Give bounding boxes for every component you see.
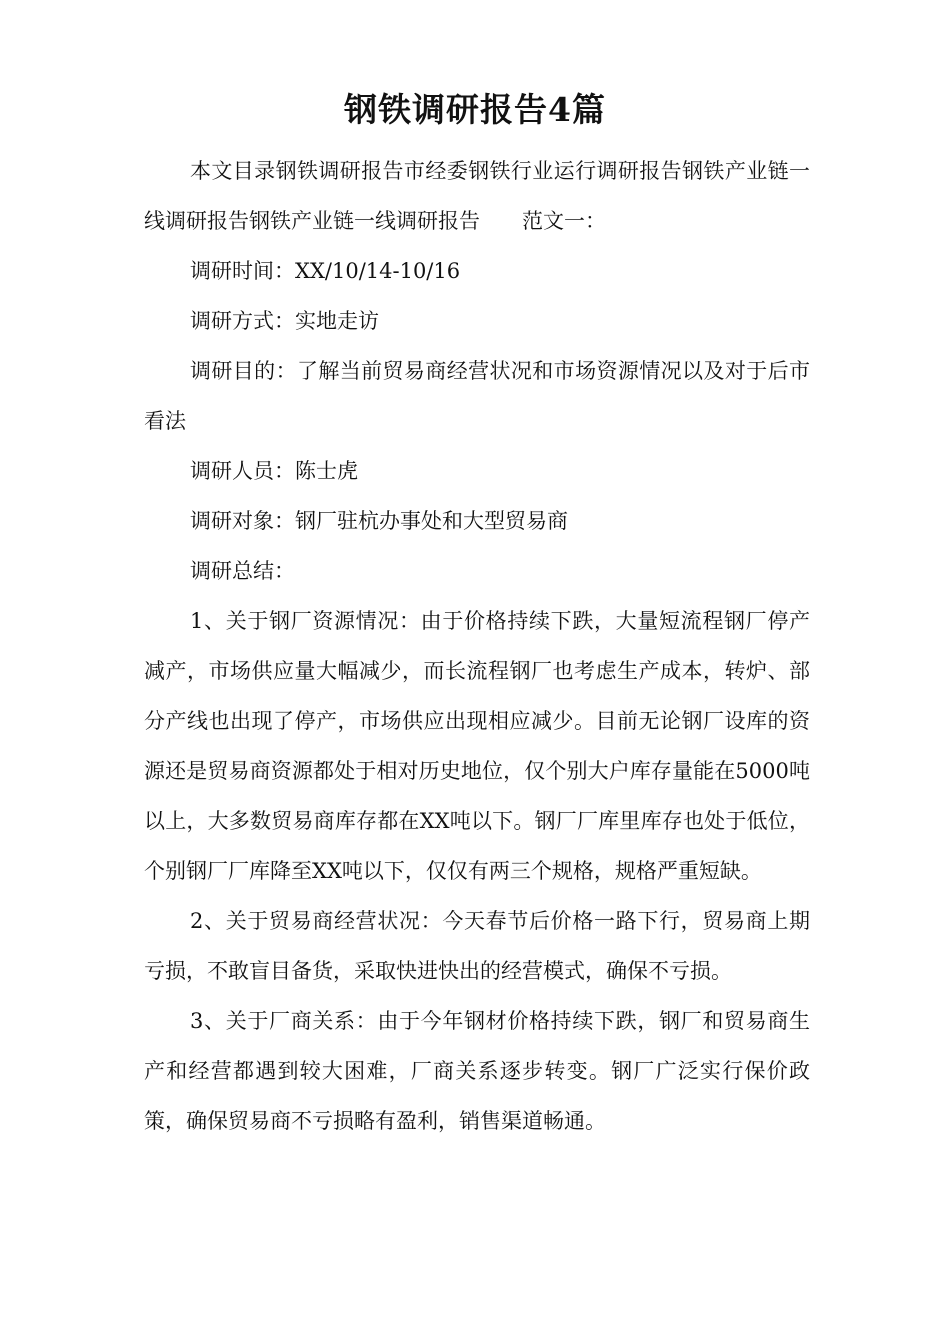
document-body	[144, 146, 810, 1146]
paragraph-intro: 本文目录钢铁调研报告市经委钢铁行业运行调研报告钢铁产业链一线调研报告钢铁产业链一线调研报告 范文一：	[144, 159, 810, 233]
paragraph-research-purpose: 调研目的：了解当前贸易商经营状况和市场资源情况以及对于后市看法	[144, 359, 810, 433]
paragraph-research-target: 调研对象：钢厂驻杭办事处和大型贸易商	[190, 509, 568, 533]
paragraph-researcher: 调研人员：陈士虎	[190, 459, 358, 483]
paragraph-summary-item-1: 1、关于钢厂资源情况：由于价格持续下跌，大量短流程钢厂停产减产，市场供应量大幅减少，而长流程钢厂也考虑生产成本，转炉、部分产线也出现了停产，市场供应出现相应减少。目前无论钢厂设库的资源还是贸易商资源都处于相对历史地位，仅个别大户库存量能在5000吨以上，大多数贸易商库存都在XX吨以下。钢厂厂库里库存也处于低位，个别钢厂厂库降至XX吨以下，仅仅有两三个规格，规格严重短缺。	[144, 609, 810, 883]
paragraph-summary-item-3: 3、关于厂商关系：由于今年钢材价格持续下跌，钢厂和贸易商生产和经营都遇到较大困难，厂商关系逐步转变。钢厂广泛实行保价政策，确保贸易商不亏损略有盈利，销售渠道畅通。	[144, 1009, 810, 1133]
paragraph-summary-item-2: 2、关于贸易商经营状况：今天春节后价格一路下行，贸易商上期亏损，不敢盲目备货，采取快进快出的经营模式，确保不亏损。	[144, 909, 810, 983]
document-title: 钢铁调研报告4篇	[344, 90, 606, 129]
paragraph-research-time: 调研时间：XX/10/14-10/16	[190, 259, 461, 283]
paragraph-research-method: 调研方式：实地走访	[190, 309, 379, 333]
paragraph-summary-heading: 调研总结：	[190, 559, 295, 583]
